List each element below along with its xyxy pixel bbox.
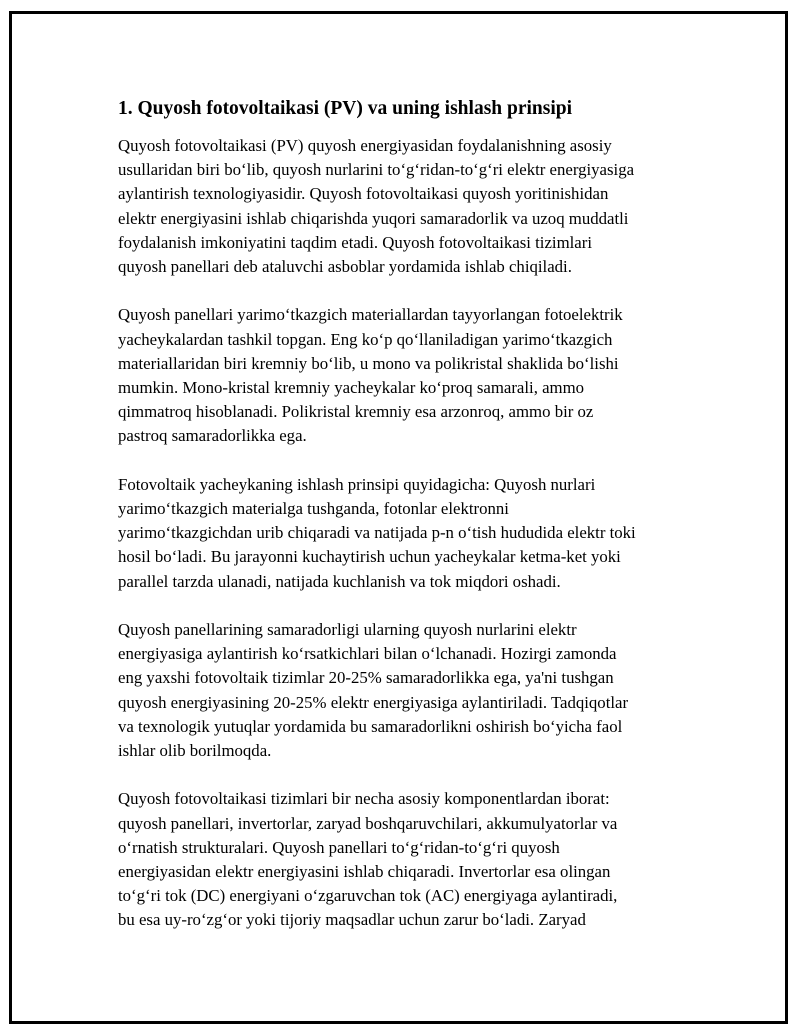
text-line: o‘rnatish strukturalari. Quyosh panellari to‘g‘ridan-to‘g‘ri quyosh [118, 837, 560, 857]
text-line: Quyosh panellari yarimo‘tkazgich materiallardan tayyorlangan fotoelektrik [118, 305, 623, 325]
text-line: parallel tarzda ulanadi, natijada kuchlanish va tok miqdori oshadi. [118, 571, 561, 591]
text-line: pastroq samaradorlikka ega. [118, 426, 307, 446]
text-line: energiyasiga aylantirish ko‘rsatkichlari bilan o‘lchanadi. Hozirgi zamonda [118, 644, 617, 664]
text-line: elektr energiyasini ishlab chiqarishda yuqori samaradorlik va uzoq muddatli [118, 208, 629, 228]
text-line: eng yaxshi fotovoltaik tizimlar 20-25% samaradorlikka ega, ya'ni tushgan [118, 668, 614, 688]
text-line: quyosh energiyasining 20-25% elektr energiyasiga aylantiriladi. Tadqiqotlar [118, 692, 629, 712]
text-line: hosil bo‘ladi. Bu jarayonni kuchaytirish uchun yacheykalar ketma-ket yoki [118, 547, 621, 567]
text-line: yarimo‘tkazgichdan urib chiqaradi va natijada p-n o‘tish hududida elektr toki [118, 523, 636, 543]
paragraph-4 [118, 618, 688, 763]
text-line: yacheykalardan tashkil topgan. Eng ko‘p qo‘llaniladigan yarimo‘tkazgich [118, 329, 613, 349]
text-line: Quyosh fotovoltaikasi tizimlari bir necha asosiy komponentlardan iborat: [118, 789, 610, 809]
text-line: mumkin. Mono-kristal kremniy yacheykalar ko‘proq samarali, ammo [118, 378, 585, 398]
text-line: materiallaridan biri kremniy bo‘lib, u mono va polikristal shaklida bo‘lishi [118, 353, 619, 373]
text-line: quyosh panellari deb ataluvchi asboblar yordamida ishlab chiqiladi. [118, 257, 572, 277]
document-body [118, 96, 688, 957]
text-line: Quyosh panellarining samaradorligi ularning quyosh nurlarini elektr [118, 620, 577, 640]
text-line: Quyosh fotovoltaikasi (PV) quyosh energiyasidan foydalanishning asosiy [118, 136, 612, 155]
paragraph-5 [118, 787, 688, 932]
text-line: aylantirish texnologiyasidir. Quyosh fotovoltaikasi quyosh yoritinishidan [118, 184, 609, 204]
page-frame [9, 11, 788, 1024]
text-line: usullaridan biri bo‘lib, quyosh nurlarini to‘g‘ridan-to‘g‘ri elektr energiyasiga [118, 160, 635, 180]
text-line: energiyasidan elektr energiyasini ishlab chiqaradi. Invertorlar esa olingan [118, 862, 611, 882]
text-line: quyosh panellari, invertorlar, zaryad boshqaruvchilari, akkumulyatorlar va [118, 813, 618, 833]
text-line: foydalanish imkoniyatini taqdim etadi. Quyosh fotovoltaikasi tizimlari [118, 232, 592, 252]
text-line: yarimo‘tkazgich materialga tushganda, fotonlar elektronni [118, 499, 509, 519]
section-heading: 1. Quyosh fotovoltaikasi (PV) va uning ishlash prinsipi [118, 98, 573, 119]
paragraph-2 [118, 303, 688, 448]
paragraph-3 [118, 473, 688, 594]
text-line: ishlar olib borilmoqda. [118, 741, 272, 761]
paragraph-1 [118, 134, 688, 279]
text-line: Fotovoltaik yacheykaning ishlash prinsipi quyidagicha: Quyosh nurlari [118, 474, 596, 494]
text-line: va texnologik yutuqlar yordamida bu samaradorlikni oshirish bo‘yicha faol [118, 716, 623, 736]
text-line: qimmatroq hisoblanadi. Polikristal kremniy esa arzonroq, ammo bir oz [118, 402, 594, 422]
text-line: to‘g‘ri tok (DC) energiyani o‘zgaruvchan tok (AC) energiyaga aylantiradi, [118, 886, 618, 906]
text-line: bu esa uy-ro‘zg‘or yoki tijoriy maqsadlar uchun zarur bo‘ladi. Zaryad [118, 910, 586, 930]
